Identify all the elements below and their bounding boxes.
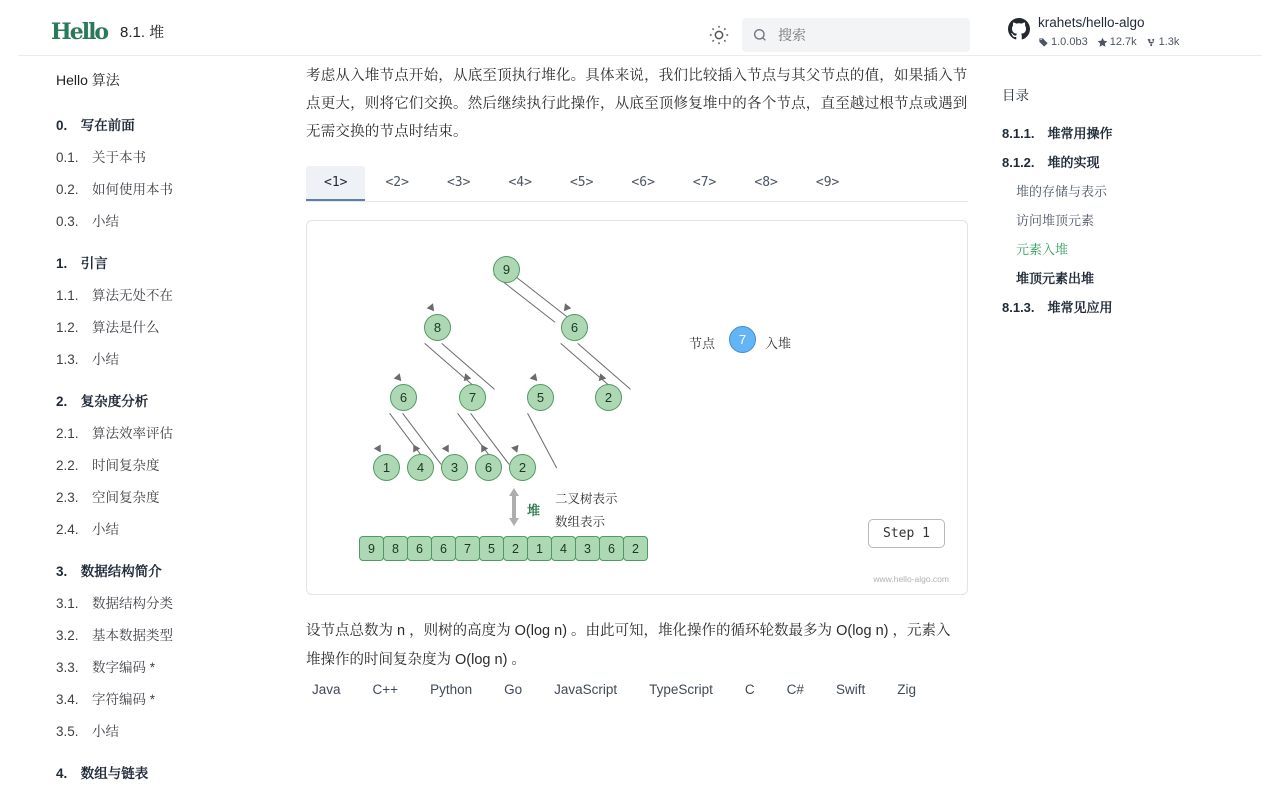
array-cell-10: 6: [599, 536, 624, 561]
sidebar-item-0-3[interactable]: 0.3. 小结: [56, 214, 120, 229]
complexity-line-1: 设节点总数为 n ，则树的高度为 O(log n) 。由此可知，堆化操作的循环轮数最多为 O(log n) ，元素入: [306, 623, 951, 639]
theme-toggle-icon[interactable]: [708, 24, 730, 46]
array-cell-2: 6: [407, 536, 432, 561]
sidebar-item-0-1[interactable]: 0.1. 关于本书: [56, 150, 147, 165]
repo-forks: [1146, 36, 1180, 48]
array-cell-4: 7: [455, 536, 480, 561]
sidebar-item-2[interactable]: 2. 复杂度分析: [56, 394, 149, 409]
array-cell-6: 2: [503, 536, 528, 561]
figure-caption-suffix: 入堆: [765, 336, 792, 351]
repo-stars: [1097, 36, 1137, 48]
array-cell-11: 2: [623, 536, 648, 561]
array-cell-0: 9: [359, 536, 384, 561]
sidebar-item-1[interactable]: 1. 引言: [56, 256, 108, 271]
intro-paragraph: 考虑从入堆节点开始，从底至顶执行堆化。具体来说，我们比较插入节点与其父节点的值，如果插入节点更大，则将它们交换。然后继续执行此操作，从底至顶修复堆中的各个节点，直至越过根节点或遇到无需交换的节点时结束。: [306, 68, 968, 140]
tab-step-6[interactable]: <6>: [631, 175, 655, 190]
page-title: 8.1. 堆: [120, 24, 165, 41]
array-cell-3: 6: [431, 536, 456, 561]
edge-9-6: [512, 274, 574, 323]
sidebar-item-4[interactable]: 4. 数组与链表: [56, 766, 149, 781]
repo-version: [1038, 36, 1088, 48]
lang-tab-csharp[interactable]: C#: [786, 682, 804, 697]
lang-tab-go[interactable]: Go: [504, 682, 523, 697]
sidebar-nav: [56, 70, 286, 788]
repo-stars-label: 12.7k: [1109, 36, 1137, 48]
edge-arrow-6-1: [374, 444, 384, 454]
figure-caption-prefix: 节点: [689, 336, 716, 351]
search-icon: [752, 27, 768, 43]
repo-version-label: 1.0.0b3: [1051, 36, 1088, 48]
github-icon: [1008, 18, 1030, 40]
sidebar-item-2-3[interactable]: 2.3. 空间复杂度: [56, 490, 160, 505]
toc-item-push[interactable]: 元素入堆: [1016, 242, 1069, 257]
lang-tab-python[interactable]: Python: [430, 682, 473, 697]
swap-arrow-icon: [507, 488, 521, 531]
tree-node-9: 3: [441, 454, 468, 481]
edge-arrow-5-2: [511, 445, 521, 454]
edge-arrow-8-6: [394, 373, 405, 384]
tree-node-4: 7: [459, 384, 486, 411]
sidebar-item-2-4[interactable]: 2.4. 小结: [56, 522, 120, 537]
toc-item-8-1-2[interactable]: 8.1.2. 堆的实现: [1002, 155, 1100, 170]
sidebar-item-3-1[interactable]: 3.1. 数据结构分类: [56, 596, 174, 611]
tab-step-9[interactable]: <9>: [815, 175, 840, 190]
lang-tab-java[interactable]: Java: [312, 682, 341, 697]
table-of-contents: [1002, 84, 1202, 321]
sidebar-item-3-4[interactable]: 3.4. 字符编码 *: [56, 692, 156, 707]
fork-icon: [1146, 37, 1157, 48]
sidebar-item-0-2[interactable]: 0.2. 如何使用本书: [56, 182, 174, 197]
array-cell-9: 3: [575, 536, 600, 561]
lang-tab-typescript[interactable]: TypeScript: [649, 682, 713, 697]
toc-item-8-1-3[interactable]: 8.1.3. 堆常见应用: [1002, 300, 1113, 315]
tab-step-7[interactable]: <7>: [692, 175, 717, 190]
array-cell-7: 1: [527, 536, 552, 561]
search-box[interactable]: [742, 18, 970, 52]
label-tree-repr: 二叉树表示: [555, 492, 618, 506]
array-cell-1: 8: [383, 536, 408, 561]
toc-item-8-1-1[interactable]: 8.1.1. 堆常用操作: [1002, 126, 1113, 141]
tree-node-2: 6: [561, 314, 588, 341]
tab-step-8[interactable]: <8>: [754, 175, 778, 190]
tree-node-8: 4: [407, 454, 434, 481]
toc-title: 目录: [1002, 88, 1029, 103]
toc-item-pop[interactable]: 堆顶元素出堆: [1016, 271, 1095, 286]
tree-node-0: 9: [493, 256, 520, 283]
label-heap: 堆: [527, 503, 541, 518]
complexity-paragraph: [306, 617, 968, 675]
tab-step-4[interactable]: <4>: [508, 175, 532, 190]
search-input[interactable]: [776, 26, 960, 44]
sidebar-item-3[interactable]: 3. 数据结构简介: [56, 564, 162, 579]
array-cell-8: 4: [551, 536, 576, 561]
tab-step-3[interactable]: <3>: [446, 175, 471, 190]
figure-watermark: www.hello-algo.com: [873, 574, 949, 584]
edge-arrow-9-8: [427, 303, 438, 313]
repo-stats: [1038, 36, 1179, 48]
lang-tab-zig[interactable]: Zig: [897, 682, 916, 697]
tab-step-5[interactable]: <5>: [569, 175, 594, 190]
sidebar-item-2-2[interactable]: 2.2. 时间复杂度: [56, 458, 160, 473]
sidebar-item-1-3[interactable]: 1.3. 小结: [56, 352, 120, 367]
edge-arrow-7-3: [442, 444, 452, 454]
tree-node-1: 8: [424, 314, 451, 341]
sidebar-item-1-2[interactable]: 1.2. 算法是什么: [56, 320, 160, 335]
site-logo[interactable]: Hello: [50, 18, 108, 45]
tag-icon: [1038, 37, 1049, 48]
tab-step-1[interactable]: <1>: [306, 166, 365, 201]
step-badge: Step 1: [868, 519, 945, 548]
tree-node-7: 1: [373, 454, 400, 481]
sidebar-item-1-1[interactable]: 1.1. 算法无处不在: [56, 288, 174, 303]
complexity-line-2: 堆操作的时间复杂度为 O(log n) 。: [306, 652, 526, 668]
sidebar-item-2-1[interactable]: 2.1. 算法效率评估: [56, 426, 174, 441]
tree-node-11: 2: [509, 454, 536, 481]
lang-tab-c[interactable]: C: [744, 682, 755, 697]
repo-forks-label: 1.3k: [1158, 36, 1180, 48]
sidebar-item-3-3[interactable]: 3.3. 数字编码 *: [56, 660, 156, 675]
lang-tab-swift[interactable]: Swift: [835, 682, 866, 697]
sidebar-heading: Hello 算法: [56, 72, 120, 88]
step-tabs: [306, 166, 968, 202]
sidebar-item-0[interactable]: 0. 写在前面: [56, 118, 135, 133]
tab-step-2[interactable]: <2>: [385, 175, 409, 190]
toc-item-access-top[interactable]: 访问堆顶元素: [1016, 213, 1095, 228]
inserted-node: 7: [729, 326, 756, 353]
tree-node-3: 6: [390, 384, 417, 411]
lang-tab-javascript[interactable]: JavaScript: [554, 682, 618, 697]
lang-tab-cpp[interactable]: C++: [372, 682, 399, 697]
star-icon: [1097, 37, 1108, 48]
github-repo-link[interactable]: [1008, 14, 1179, 48]
tree-node-6: 2: [595, 384, 622, 411]
repo-name[interactable]: krahets/hello-algo: [1038, 15, 1145, 30]
heap-figure: [306, 220, 968, 595]
tree-node-5: 5: [527, 384, 554, 411]
sidebar-item-3-5[interactable]: 3.5. 小结: [56, 724, 120, 739]
main-content: [306, 62, 968, 675]
toc-item-storage[interactable]: 堆的存储与表示: [1016, 184, 1108, 199]
edge-arrow-6-5: [530, 373, 541, 384]
tree-node-10: 6: [475, 454, 502, 481]
sidebar-item-3-2[interactable]: 3.2. 基本数据类型: [56, 628, 174, 643]
label-array-repr: 数组表示: [555, 515, 606, 529]
array-cell-5: 5: [479, 536, 504, 561]
language-tabs: [306, 678, 922, 701]
